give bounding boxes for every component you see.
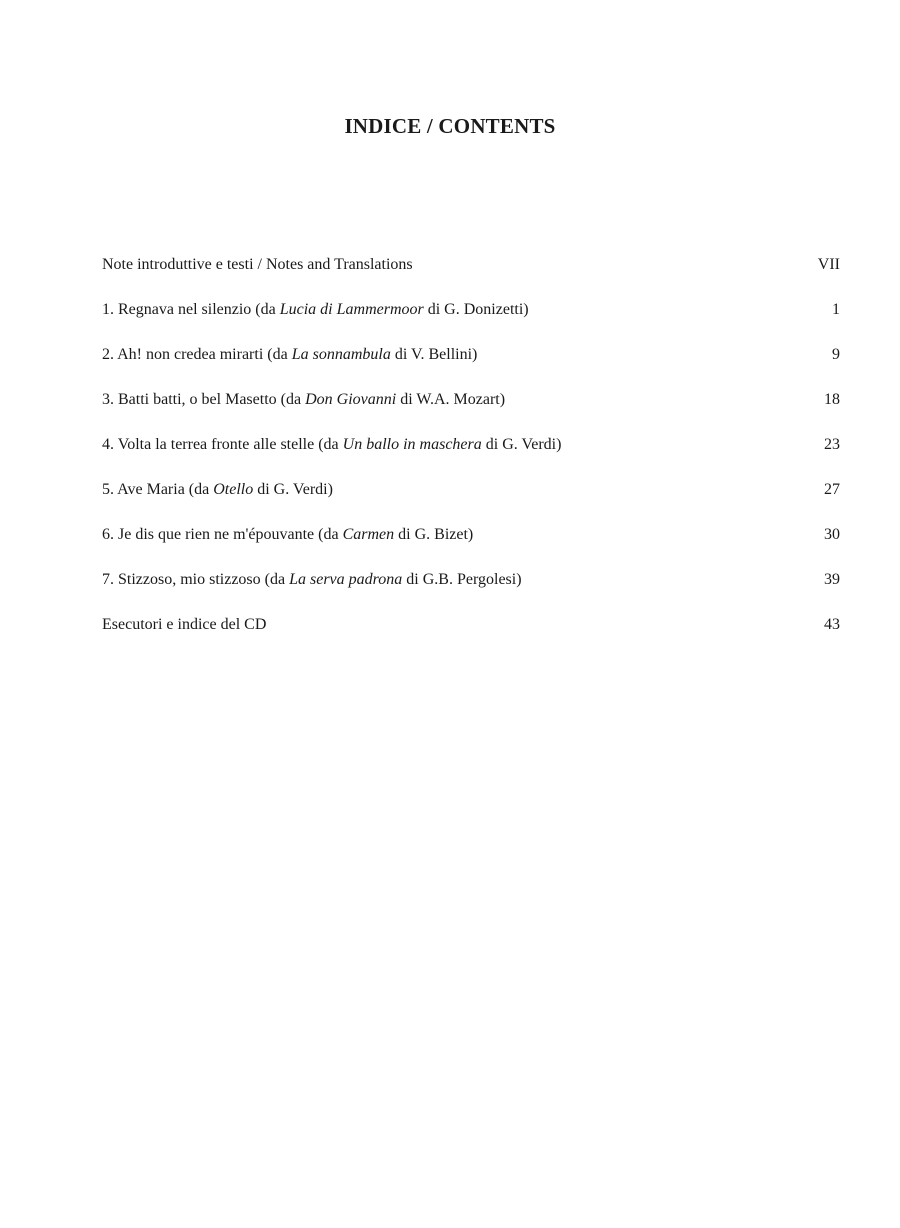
toc-entry-composer: di G. Bizet) [394, 526, 474, 543]
page-title: INDICE / CONTENTS [344, 114, 556, 138]
toc-entry-text [102, 435, 561, 455]
toc-entry-label: 1. Regnava nel silenzio (da [102, 301, 280, 318]
toc-entry-composer: di G.B. Pergolesi) [402, 571, 522, 588]
toc-entry-work-title: Carmen [342, 526, 395, 543]
toc-entry-label: 3. Batti batti, o bel Masetto (da [102, 391, 306, 408]
toc-entry-composer: di V. Bellini) [390, 346, 478, 363]
toc-entry-composer: di G. Verdi) [253, 481, 333, 498]
toc-entry-text [102, 390, 505, 410]
toc-page-number: 1 [832, 301, 840, 318]
toc-page-number: VII [817, 256, 840, 273]
toc-entry-6 [102, 525, 840, 570]
toc-entry-text [102, 255, 413, 275]
toc-entry-text [102, 300, 529, 320]
toc-entry-7 [102, 570, 840, 615]
toc-entry-work-title: Un ballo in maschera [342, 436, 482, 453]
toc-entry-text [102, 345, 477, 365]
toc-entry-label: 6. Je dis que rien ne m'épouvante (da [102, 526, 343, 543]
toc-page-number: 23 [824, 436, 840, 453]
table-of-contents [102, 255, 840, 660]
toc-entry-composer: di W.A. Mozart) [396, 391, 506, 408]
toc-entry-label: 4. Volta la terrea fronte alle stelle (da [102, 436, 343, 453]
toc-entry-work-title: Otello [213, 481, 254, 498]
toc-page-number: 43 [824, 616, 840, 633]
toc-entry-work-title: La serva padrona [289, 571, 403, 588]
toc-entry-text [102, 480, 333, 500]
toc-page-number: 27 [824, 481, 840, 498]
toc-entry-2 [102, 345, 840, 390]
toc-entry-notes [102, 255, 840, 300]
toc-entry-label: 2. Ah! non credea mirarti (da [102, 346, 292, 363]
toc-entry-work-title: La sonnambula [291, 346, 391, 363]
toc-entry-composer: di G. Donizetti) [423, 301, 529, 318]
toc-entry-1 [102, 300, 840, 345]
toc-page-number: 30 [824, 526, 840, 543]
toc-entry-text [102, 525, 473, 545]
toc-entry-label: 7. Stizzoso, mio stizzoso (da [102, 571, 290, 588]
toc-entry-work-title: Lucia di Lammermoor [279, 301, 424, 318]
toc-entry-composer: di G. Verdi) [481, 436, 562, 453]
toc-entry-label: Note introduttive e testi / Notes and Translations [102, 256, 413, 273]
toc-entry-text [102, 570, 522, 590]
toc-entry-label: Esecutori e indice del CD [102, 616, 267, 633]
toc-entry-label: 5. Ave Maria (da [102, 481, 214, 498]
toc-entry-3 [102, 390, 840, 435]
toc-entry-4 [102, 435, 840, 480]
toc-page-number: 39 [824, 571, 840, 588]
toc-page-number: 9 [832, 346, 840, 363]
toc-entry-cd [102, 615, 840, 660]
toc-entry-5 [102, 480, 840, 525]
toc-entry-text [102, 615, 266, 635]
toc-page-number: 18 [824, 391, 840, 408]
toc-entry-work-title: Don Giovanni [305, 391, 397, 408]
